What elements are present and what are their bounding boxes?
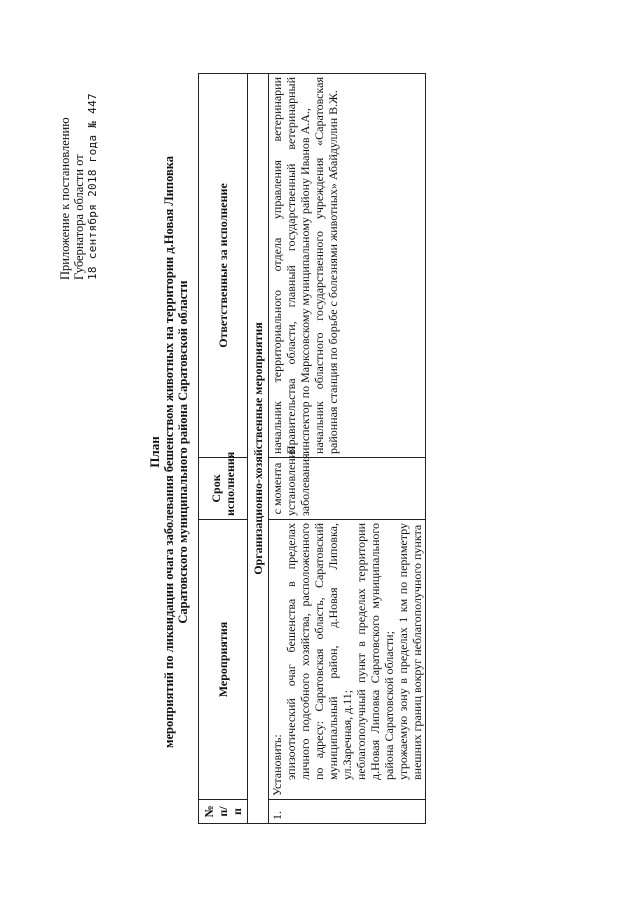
responsible-paragraph-1: начальник территориального отдела управления ветеринарии Правительства области, главный государственный ветеринарный инспектор по Марксовскому муниципальному району Иванов А.А., [270, 77, 312, 454]
appendix-line-1: Приложение к постановлению [58, 117, 72, 280]
measures-table [198, 73, 426, 824]
section-row [248, 74, 269, 824]
document-heading: План [147, 436, 162, 468]
row-term: с момента установления заболевания [269, 458, 426, 520]
responsible-paragraph-2: начальник областного государственного учреждения «Саратовская районная станция по борьбе с болезнями животных» Абайдуллин В.Ж. [312, 77, 340, 454]
header-term: Срок исполнения [199, 458, 248, 520]
appendix-line-2: Губернатора области от [72, 154, 86, 280]
section-title: Организационно-хозяйственные мероприятия [248, 74, 269, 824]
measure-paragraph-3: угрожаемую зону в пределах 1 км по периметру внешних границ вокруг неблагополучного пункта [396, 523, 424, 780]
appendix-note [58, 40, 100, 280]
measure-paragraph-1: эпизоотический очаг бешенства в пределах личного подсобного хозяйства, расположенного по адресу: Саратовская область, Саратовский муниципальный район, д.Новая Липовка, ул.Заречная, д.11; [284, 523, 354, 780]
header-responsible: Ответственные за исполнение [199, 74, 248, 458]
table-header-row [199, 74, 248, 824]
document-title-line-3: Саратовского муниципального района Саратовской области [176, 280, 190, 624]
document-title-block [148, 32, 190, 872]
row-responsible-cell [269, 74, 426, 458]
measure-paragraph-2: неблагополучный пункт в пределах территории д.Новая Липовка Саратовского муниципального района Саратовской области; [354, 523, 396, 780]
row-number: 1. [269, 800, 426, 824]
header-measures: Мероприятия [199, 520, 248, 800]
row-measures-cell [269, 520, 426, 800]
table-row [269, 74, 426, 824]
rotated-document-sheet [40, 32, 600, 872]
measure-intro: Установить: [270, 734, 284, 796]
appendix-line-3: 18 сентября 2018 года № 447 [86, 93, 99, 280]
document-title-line-2: мероприятий по ликвидации очага заболевания бешенством животных на территории д.Новая Липовка [162, 155, 176, 749]
header-number: № п/п [199, 800, 248, 824]
